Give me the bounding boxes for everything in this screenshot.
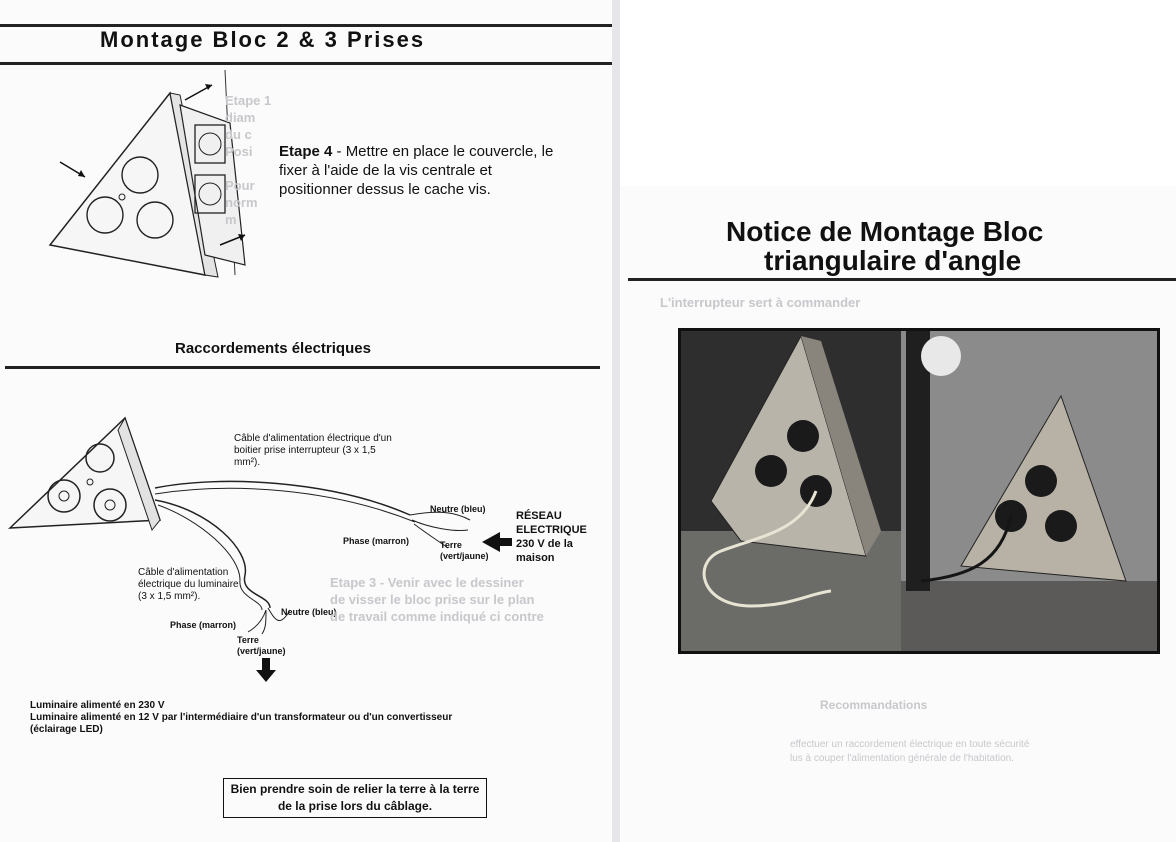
- phase-top-label: Phase (marron): [343, 536, 410, 546]
- section-rule: [5, 366, 600, 369]
- step4-paragraph: [279, 142, 569, 199]
- ghost-text-top: Etape 1 diam du c Posi Pour norm m: [225, 93, 272, 227]
- step4-text: - Mettre en place le couvercle, le fixer à l'aide de la vis centrale et positionner dessus le cache vis.: [279, 143, 554, 198]
- photo-left-panel: [681, 331, 901, 651]
- ghost-text-right: L'interrupteur sert à commander: [660, 295, 861, 310]
- ghost-text-bottom: Recommandations: [820, 698, 928, 712]
- phase-bottom-label: Phase (marron): [170, 620, 237, 630]
- right-page: [620, 0, 1176, 842]
- ghost-text-bottom-2: effectuer un raccordement électrique en toute sécurité lus à couper l'alimentation générale de l'habitation.: [790, 739, 1030, 764]
- photo-right-panel: [901, 331, 1157, 651]
- cable-block-label: Câble d'alimentation électrique d'un boitier prise interrupteur (3 x 1,5 mm²).: [234, 433, 392, 468]
- cable-lum-label: Câble d'alimentation électrique du luminaire (3 x 1,5 mm²).: [138, 567, 239, 602]
- ghost-text-middle: Etape 3 - Venir avec le dessiner de visser le bloc prise sur le plan de travail comme indiqué ci contre: [330, 575, 544, 624]
- neutre-bottom-label: Neutre (bleu): [281, 607, 337, 617]
- luminaire-230-label: Luminaire alimenté en 230 V: [30, 700, 165, 711]
- neutre-top-label: Neutre (bleu): [430, 504, 486, 514]
- right-title-line1: Notice de Montage Bloc: [726, 216, 1044, 247]
- white-area: [620, 0, 1176, 186]
- luminaire-text: [30, 700, 500, 736]
- notice-box: [223, 778, 487, 818]
- right-title-line2: triangulaire d'angle: [764, 245, 1022, 276]
- left-page-title: Montage Bloc 2 & 3 Prises: [100, 27, 426, 52]
- section-title-raccordements: Raccordements électriques: [175, 340, 371, 357]
- page-gutter: [612, 0, 620, 842]
- luminaire-12-label: Luminaire alimenté en 12 V par l'intermédiaire d'un transformateur ou d'un convertisseur (éclairage LED): [30, 712, 453, 735]
- terre-bottom-label: Terre (vert/jaune): [237, 635, 286, 656]
- notice-box-text: Bien prendre soin de relier la terre à la terre de la prise lors du câblage.: [230, 782, 480, 813]
- wiring-diagram: [0, 370, 600, 690]
- right-title-rule: [628, 278, 1176, 281]
- step4-label: Etape 4: [279, 143, 333, 160]
- product-photo: [678, 328, 1160, 654]
- terre-top-label: Terre (vert/jaune): [440, 540, 489, 561]
- reseau-label: RÉSEAU ELECTRIQUE 230 V de la maison: [516, 510, 587, 564]
